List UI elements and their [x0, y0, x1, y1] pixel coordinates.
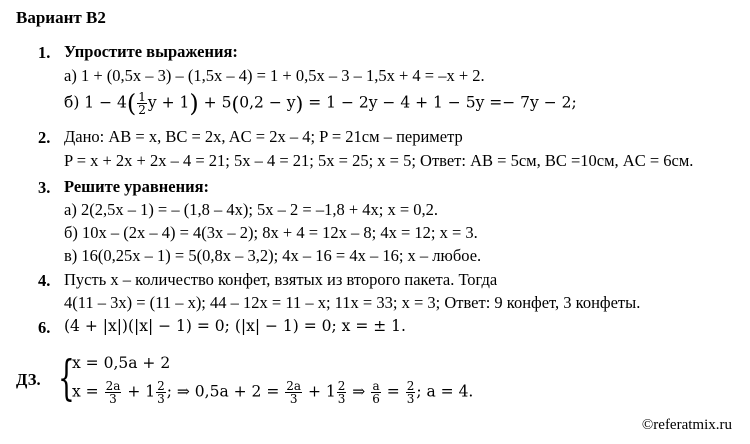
task-1-heading: Упростите выражения:	[64, 42, 238, 61]
fraction-2a-over-3-b: $\frac{2a}{3}$	[286, 379, 302, 406]
fraction-a-over-6: $\frac{a}{6}$	[372, 379, 380, 406]
task-1b-y: y + 1	[147, 93, 190, 112]
fraction-2-over-3-c: $\frac{2}{3}$	[406, 379, 415, 406]
task-1b-inner: 0,2 − y	[239, 93, 296, 112]
task-1b-end: = 1 − 2y − 4 + 1 − 5y =− 7y − 2;	[303, 93, 577, 112]
task-2-line-2: P = x + 2x + 2x – 4 = 21; 5x – 4 = 21; 5x = 25; x = 5; Ответ: AB = 5см, BC =10см, AC = 6см.	[64, 151, 694, 170]
homework-system-eq-2: x = $\frac{2a}{3}$ + 1 $\frac{2}{3}$ ; ⇒ 0,5a + 2 = $\frac{2a}{3}$ + 1 $\frac{2}{3}$ ⇒ $\frac{a}{6}$ = $\frac{2}{3}$ ; a = 4.	[72, 379, 474, 406]
task-1b-start: б) 1 − 4	[64, 93, 127, 112]
task-1a: а) 1 + (0,5x – 3) – (1,5x – 4) = 1 + 0,5x – 3 – 1,5x + 4 = –x + 2.	[64, 66, 485, 85]
homework-label: ДЗ.	[16, 370, 41, 389]
task-number-6: 6.	[38, 318, 51, 337]
task-number-2: 2.	[38, 128, 51, 147]
page-title: Вариант В2	[16, 8, 106, 27]
watermark: ©referatmix.ru	[641, 417, 732, 433]
fraction-2-over-3: $\frac{2}{3}$	[157, 379, 165, 406]
task-number-4: 4.	[38, 271, 51, 290]
task-3a: а) 2(2,5x – 1) = – (1,8 – 4x); 5x – 2 = –1,8 + 4x; x = 0,2.	[64, 200, 439, 219]
fraction-one-half: $\frac{1}{2}$	[138, 90, 146, 117]
task-3-heading: Решите уравнения:	[64, 177, 210, 196]
task-3b: б) 10x – (2x – 4) = 4(3x – 2); 8x + 4 = 12x – 8; 4x = 12; x = 3.	[64, 223, 478, 242]
task-number-1: 1.	[38, 43, 51, 62]
homework-system-eq-1: x = 0,5a + 2	[72, 354, 171, 372]
task-6-line: (4 + |x|)(|x| − 1) = 0; (|x| − 1) = 0; x = ± 1.	[64, 317, 406, 335]
fraction-2a-over-3: $\frac{2a}{3}$	[105, 379, 121, 406]
task-4-line-1: Пусть x – количество конфет, взятых из второго пакета. Тогда	[64, 270, 498, 289]
task-4-line-2: 4(11 – 3x) = (11 – x); 44 – 12x = 11 – x; 11x = 33; x = 3; Ответ: 9 конфет, 3 конфеты.	[64, 293, 641, 312]
task-number-3: 3.	[38, 178, 51, 197]
task-2-line-1: Дано: AB = x, BC = 2x, AC = 2x – 4; P = 21см – периметр	[64, 127, 463, 146]
task-1b-mid: + 5	[198, 93, 232, 112]
task-3c: в) 16(0,25x – 1) = 5(0,8x – 3,2); 4x – 16 = 4x – 16; x – любое.	[64, 246, 482, 265]
system-brace: {	[58, 350, 75, 406]
task-1b: б) 1 − 4( $\frac{1}{2}$ y + 1) + 5(0,2 − y) = 1 − 2y − 4 + 1 − 5y =− 7y − 2;	[64, 89, 577, 118]
fraction-2-over-3-b: $\frac{2}{3}$	[337, 379, 346, 406]
